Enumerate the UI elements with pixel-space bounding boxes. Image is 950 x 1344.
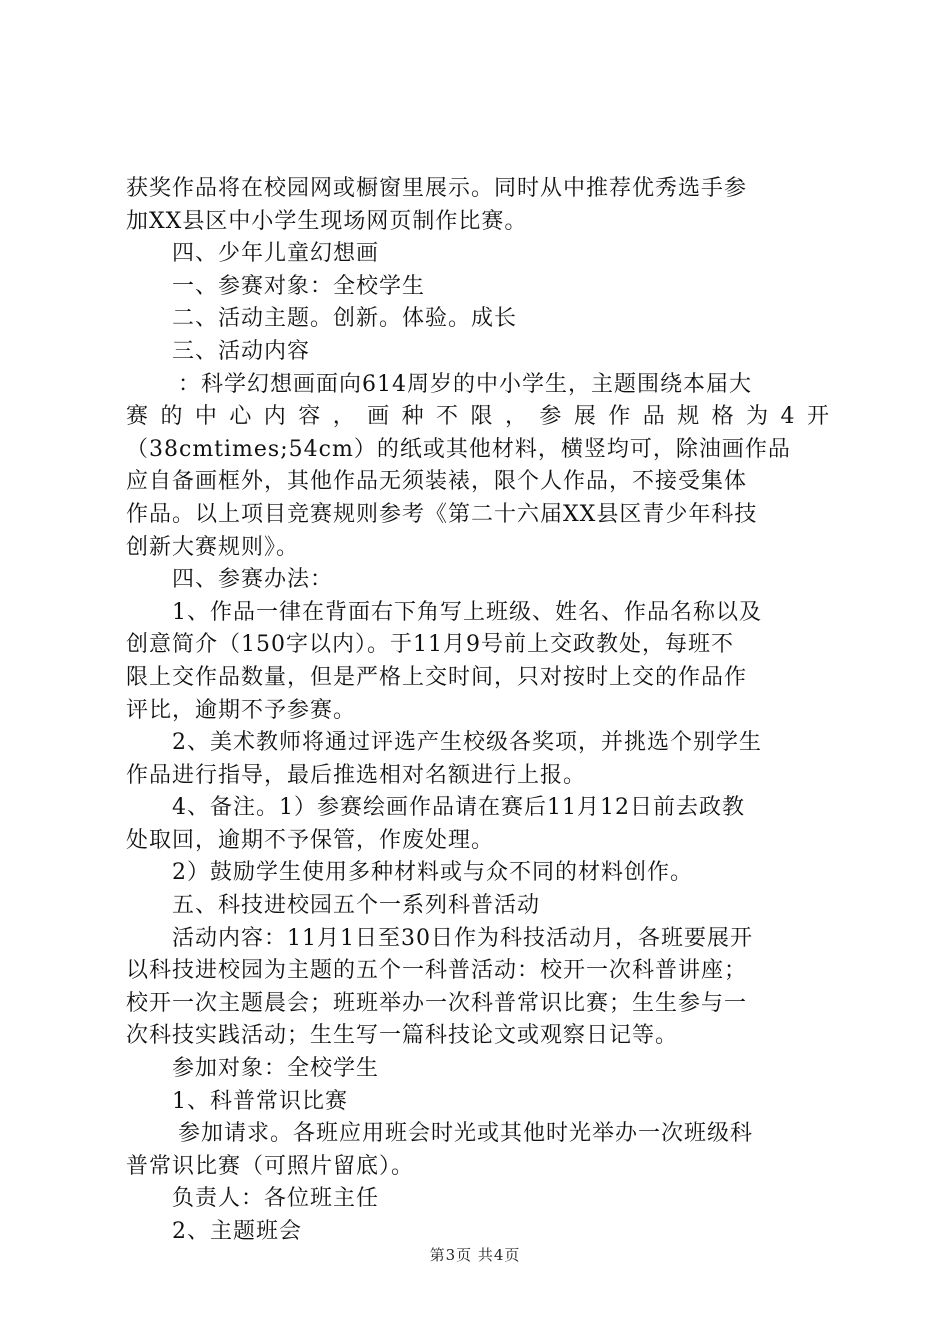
text-line: 4、备注。1）参赛绘画作品请在赛后11月12日前去政教 — [172, 795, 745, 821]
text-line: 负责人：各位班主任 — [172, 1186, 380, 1212]
text-line: 创新大赛规则》。 — [126, 534, 300, 560]
text-line: 1、科普常识比赛 — [172, 1088, 348, 1114]
text-line: ：科学幻想画面向614周岁的中小学生，主题围绕本届大 — [178, 371, 752, 397]
page-number-label: 第3页 共4页 — [429, 1246, 521, 1264]
section-heading: 五、科技进校园五个一系列科普活动 — [172, 893, 541, 919]
text-line: 校开一次主题晨会；班班举办一次科普常识比赛；生生参与一 — [126, 990, 748, 1016]
text-line: 三、活动内容 — [172, 338, 311, 364]
text-line: 次科技实践活动；生生写一篇科技论文或观察日记等。 — [126, 1023, 679, 1049]
document-body — [126, 173, 830, 1249]
text-line: 赛的中心内容，画种不限，参展作品规格为4开 — [126, 404, 830, 430]
text-line: 2、主题班会 — [172, 1219, 302, 1244]
text-line: 普常识比赛（可照片留底）。 — [126, 1153, 415, 1179]
text-line: （38cmtimes;54cm）的纸或其他材料，横竖均可，除油画作品 — [126, 436, 791, 462]
text-line: 处取回，逾期不予保管，作废处理。 — [126, 827, 495, 853]
text-line: 创意简介（150字以内）。于11月9号前上交政教处，每班不 — [126, 632, 734, 658]
text-line: 1、作品一律在背面右下角写上班级、姓名、作品名称以及 — [172, 599, 762, 625]
text-line: 应自备画框外，其他作品无须装裱，限个人作品，不接受集体 — [126, 469, 748, 495]
text-line: 获奖作品将在校园网或橱窗里展示。同时从中推荐优秀选手参 — [126, 176, 748, 201]
text-line: 2）鼓励学生使用多种材料或与众不同的材料创作。 — [172, 860, 693, 886]
text-line: 参加请求。各班应用班会时光或其他时光举办一次班级科 — [178, 1121, 754, 1147]
text-line: 四、参赛办法： — [172, 567, 334, 593]
text-line: 2、美术教师将通过评选产生校级各奖项，并挑选个别学生 — [172, 730, 762, 756]
text-line: 限上交作品数量，但是严格上交时间，只对按时上交的作品作 — [126, 664, 748, 690]
text-line: 二、活动主题。创新。体验。成长 — [172, 306, 518, 332]
text-line: 作品进行指导，最后推选相对名额进行上报。 — [126, 762, 587, 788]
text-line: 评比，逾期不予参赛。 — [126, 697, 357, 723]
text-line: 一、参赛对象：全校学生 — [172, 273, 426, 299]
page-footer — [0, 1244, 950, 1265]
text-line: 参加对象：全校学生 — [172, 1056, 380, 1082]
text-line: 作品。以上项目竞赛规则参考《第二十六届XX县区青少年科技 — [126, 501, 758, 527]
section-heading: 四、少年儿童幻想画 — [172, 241, 380, 267]
text-line: 以科技进校园为主题的五个一科普活动：校开一次科普讲座； — [126, 958, 748, 984]
text-line: 加XX县区中小学生现场网页制作比赛。 — [126, 208, 528, 234]
text-line: 活动内容：11月1日至30日作为科技活动月，各班要展开 — [172, 925, 753, 951]
